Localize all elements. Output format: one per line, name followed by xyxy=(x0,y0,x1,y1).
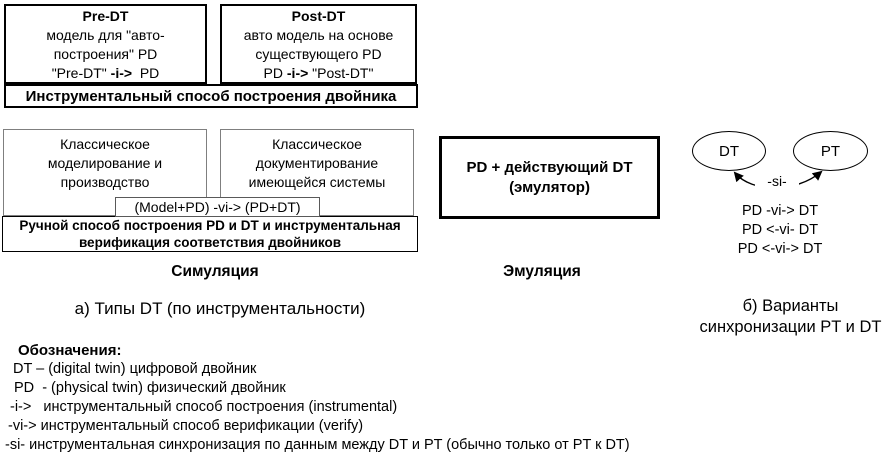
legend xyxy=(5,341,645,456)
caption-b xyxy=(688,296,893,338)
modeling-line1: Классическое xyxy=(60,136,150,152)
pt-ellipse-label: PT xyxy=(820,142,841,160)
emulator-box xyxy=(439,136,660,219)
post-dt-line1: авто модель на основе xyxy=(243,27,394,43)
instrumental-caption-bar xyxy=(4,84,418,108)
sync-variant: PD <-vi-> DT xyxy=(737,241,823,258)
post-dt-line2: существующего PD xyxy=(255,46,382,62)
post-dt-box xyxy=(220,4,417,84)
dt-ellipse-label: DT xyxy=(719,142,739,160)
sync-variants-list xyxy=(710,202,850,260)
legend-line-pd: PD - (physical twin) физический двойник xyxy=(14,380,286,397)
pre-dt-formula: "Pre-DT" -i-> PD xyxy=(51,65,160,81)
emulator-line1: PD + действующий DT xyxy=(466,158,633,176)
manual-caption-bar xyxy=(2,216,418,252)
documenting-line3: имеющейся системы xyxy=(248,174,386,190)
manual-caption-line2: верификация соответствия двойников xyxy=(78,234,342,250)
legend-line-si: -si- инструментальная синхронизация по данным между DT и PT (обычно только от PT к DT) xyxy=(5,437,630,454)
instrumental-caption-text: Инструментальный способ построения двойника xyxy=(25,87,397,105)
si-arrow-label: -si- xyxy=(755,172,799,189)
documenting-line2: документирование xyxy=(255,155,379,171)
post-dt-formula: PD -i-> "Post-DT" xyxy=(263,65,374,81)
documenting-line1: Классическое xyxy=(272,136,362,152)
sync-variant: PD -vi-> DT xyxy=(741,203,819,219)
legend-line-dt: DT – (digital twin) цифровой двойник xyxy=(13,361,257,378)
legend-line-i: -i-> инструментальный способ построения (instrumental) xyxy=(10,399,398,416)
modeling-line2: моделирование и xyxy=(47,155,163,171)
emulator-line2: (эмулятор) xyxy=(509,178,590,196)
caption-a: а) Типы DT (по инструментальности) xyxy=(74,299,366,318)
simulation-label: Симуляция xyxy=(171,263,259,280)
caption-b-line2: синхронизации PT и DT xyxy=(699,318,882,336)
legend-title: Обозначения: xyxy=(18,342,122,359)
modeling-line3: производство xyxy=(60,174,150,190)
pre-dt-line1: модель для "авто- xyxy=(46,27,165,43)
verify-formula-box xyxy=(115,197,320,217)
caption-b-line1: б) Варианты xyxy=(742,297,839,315)
pre-dt-title: Pre-DT xyxy=(82,8,129,24)
emulation-label: Эмуляция xyxy=(503,263,581,280)
sync-variant: PD <-vi- DT xyxy=(741,222,819,239)
verify-formula-text: (Model+PD) -vi-> (PD+DT) xyxy=(134,199,301,215)
legend-line-vi: -vi-> инструментальный способ верификации (verify) xyxy=(8,418,364,435)
pre-dt-line2: построения" PD xyxy=(53,46,158,62)
pre-dt-box xyxy=(4,4,207,84)
manual-caption-line1: Ручной способ построения PD и DT и инструментальная xyxy=(19,218,401,233)
post-dt-title: Post-DT xyxy=(291,8,346,24)
